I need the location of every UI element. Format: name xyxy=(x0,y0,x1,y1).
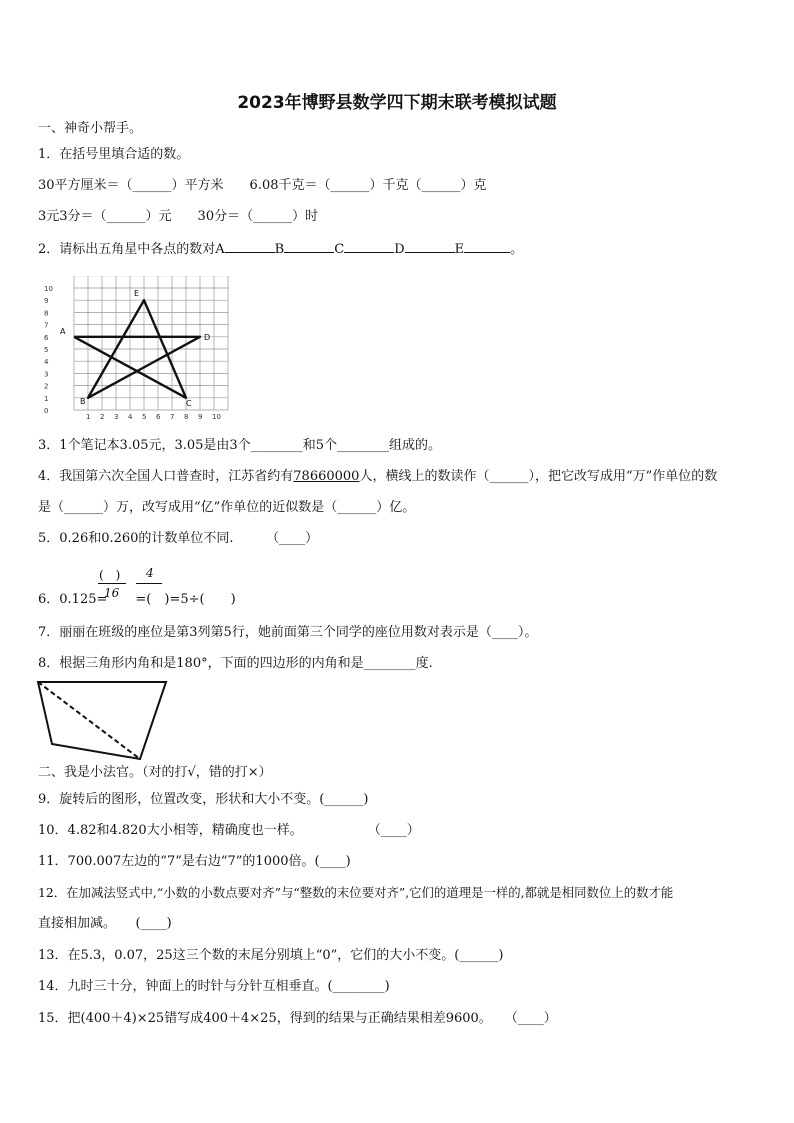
y-tick-label: 1 xyxy=(44,394,49,403)
question-4a xyxy=(38,469,717,485)
question-6-prefix: 6．0.125= xyxy=(38,592,108,607)
x-tick-label: 7 xyxy=(170,413,175,421)
question-5: 5．0.26和0.260的计数单位不同. （____） xyxy=(38,531,319,546)
star-coordinate-grid xyxy=(32,276,232,426)
x-tick-label: 4 xyxy=(128,413,133,421)
point-label-c: C xyxy=(334,242,345,257)
section-1-heading: 一、神奇小帮手。 xyxy=(38,121,143,136)
y-tick-label: 6 xyxy=(44,333,49,342)
question-4-text: 4．我国第六次全国人口普查时，江苏省约有 xyxy=(38,469,294,484)
fraction-2-bar xyxy=(136,583,162,584)
x-tick-label: 5 xyxy=(142,413,147,421)
star-point-label-b: B xyxy=(80,396,86,406)
x-tick-label: 9 xyxy=(198,413,203,421)
question-1b: 3元3分＝（______）元 30分＝（______）时 xyxy=(38,209,319,224)
question-2-prefix: 2．请标出五角星中各点的数对 xyxy=(38,242,216,257)
population-number: 78660000 xyxy=(293,469,360,484)
section-2-heading: 二、我是小法官。（对的打√，错的打×） xyxy=(38,765,272,780)
question-1a: 30平方厘米＝（______）平方米 6.08千克＝（______）千克（______）克 xyxy=(38,178,487,193)
page-title: 2023年博野县数学四下期末联考模拟试题 xyxy=(237,93,557,113)
answer-blank xyxy=(225,240,275,253)
question-10: 10．4.82和4.820大小相等，精确度也一样。 （____） xyxy=(38,823,420,838)
quadrilateral-diagonal xyxy=(38,682,140,759)
question-11: 11．700.007左边的“7”是右边“7”的1000倍。(____) xyxy=(38,854,351,869)
question-6-suffix: =5÷( ) xyxy=(169,592,236,607)
y-tick-label: 5 xyxy=(44,346,49,354)
fraction-2-denominator: ( ) xyxy=(146,592,170,607)
question-14: 14．九时三十分，钟面上的时针与分针互相垂直。(________) xyxy=(38,979,390,994)
question-9: 9．旋转后的图形，位置改变，形状和大小不变。(______) xyxy=(38,792,369,807)
y-tick-label: 4 xyxy=(44,358,49,367)
x-tick-label: 2 xyxy=(100,413,105,421)
fraction-1-bar xyxy=(98,583,126,584)
x-tick-label: 3 xyxy=(114,413,119,421)
point-label-a: A xyxy=(215,242,225,257)
y-tick-label: 2 xyxy=(44,382,49,391)
star-point-label-a: A xyxy=(60,326,66,336)
equals-sign: = xyxy=(135,592,147,607)
question-12a: 12．在加减法竖式中,“小数的小数点要对齐”与“整数的末位要对齐”,它们的道理是一样的,都就是相同数位上的数才能 xyxy=(38,885,674,900)
point-label-d: D xyxy=(394,242,405,257)
question-6-line xyxy=(38,592,236,608)
question-4-text-end: 人，横线上的数读作（______），把它改写成用“万”作单位的数 xyxy=(359,469,718,484)
question-3: 3．1个笔记本3.05元，3.05是由3个________和5个________组成的。 xyxy=(38,438,441,453)
y-tick-label: 8 xyxy=(44,309,49,318)
y-tick-label: 10 xyxy=(44,285,53,293)
question-1: 1．在括号里填合适的数。 xyxy=(38,147,190,162)
y-tick-label: 9 xyxy=(44,297,49,306)
fraction-1-numerator: ( ) xyxy=(99,568,121,582)
question-7: 7．丽丽在班级的座位是第3列第5行，她前面第三个同学的座位用数对表示是（____）。 xyxy=(38,625,538,640)
point-label-b: B xyxy=(274,242,285,257)
answer-blank xyxy=(464,240,510,253)
answer-blank xyxy=(405,240,455,253)
fraction-1-denominator: 16 xyxy=(104,586,120,600)
fraction-2-numerator: 4 xyxy=(146,566,154,580)
star-point-label-d: D xyxy=(204,332,211,342)
y-tick-label: 3 xyxy=(44,370,49,379)
quadrilateral-figure xyxy=(36,680,168,762)
point-label-e: E xyxy=(454,242,465,257)
star-point-label-c: C xyxy=(186,398,192,408)
x-tick-label: 8 xyxy=(184,413,189,421)
y-tick-label: 0 xyxy=(44,407,49,415)
quadrilateral-outline xyxy=(38,682,166,759)
y-tick-label: 7 xyxy=(44,321,49,330)
x-tick-label: 1 xyxy=(86,413,91,421)
question-8: 8．根据三角形内角和是180°，下面的四边形的内角和是________度. xyxy=(38,656,433,671)
question-2-suffix: 。 xyxy=(510,242,524,257)
answer-blank xyxy=(344,240,394,253)
star-point-label-e: E xyxy=(134,289,140,299)
answer-blank xyxy=(284,240,334,253)
question-2 xyxy=(38,240,523,258)
question-15: 15．把(400＋4)×25错写成400＋4×25，得到的结果与正确结果相差9600。 （____） xyxy=(38,1011,557,1026)
x-tick-label: 6 xyxy=(156,413,161,421)
question-4b: 是（______）万，改写成用“亿”作单位的近似数是（______）亿。 xyxy=(38,500,416,515)
question-13: 13．在5.3，0.07，25这三个数的末尾分别填上“0”，它们的大小不变。(______) xyxy=(38,948,504,963)
question-12b: 直接相加减。 (____) xyxy=(38,916,172,931)
x-tick-label: 10 xyxy=(212,413,221,421)
